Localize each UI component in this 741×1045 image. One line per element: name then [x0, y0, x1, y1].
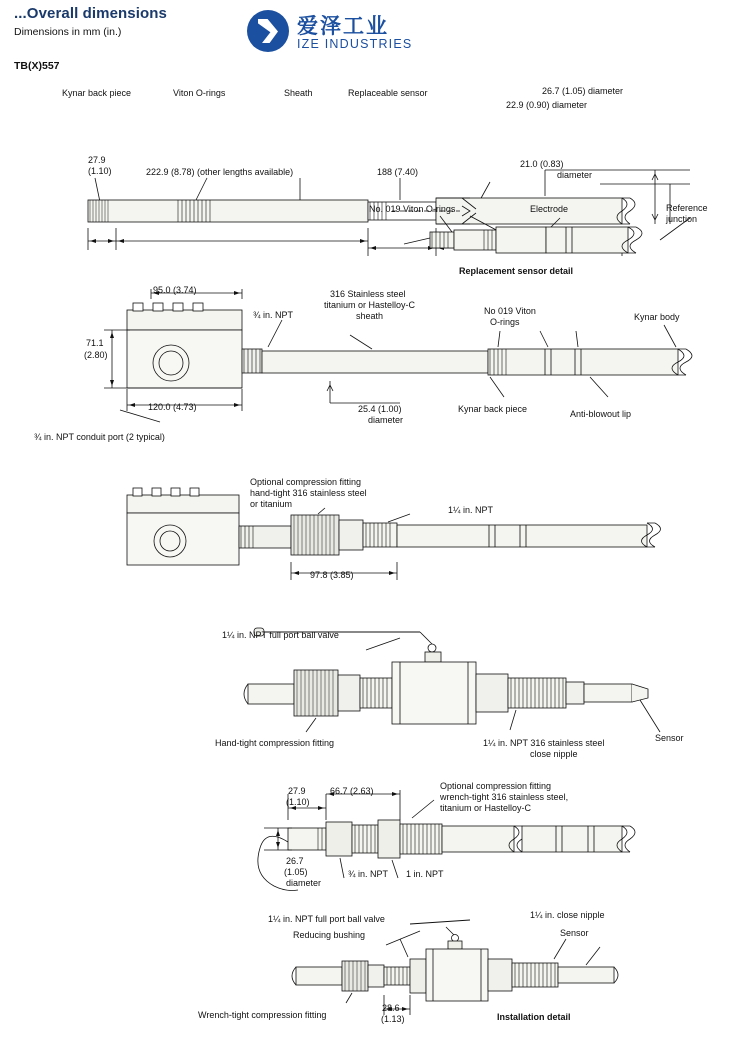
label-sheath: Sheath: [284, 88, 313, 98]
caption-installation-detail: Installation detail: [497, 1012, 571, 1022]
label-279: 27.9: [88, 155, 106, 165]
figure-installation-detail: [0, 915, 741, 1025]
label-254-diameter: diameter: [368, 415, 404, 425]
label-254: 25.4 (1.00): [358, 404, 402, 414]
label-titanium-hastelloy: titanium or Hastelloy-C: [324, 300, 416, 310]
label-279-2: 27.9: [288, 786, 306, 796]
label-sheath-2: sheath: [356, 311, 384, 321]
label-950: 95.0 (3.74): [153, 285, 197, 295]
label-optional-compression-fitting: Optional compression fitting: [250, 477, 362, 487]
logo-chinese-text: 爱泽工业: [297, 15, 389, 38]
label-or-titanium: or titanium: [250, 499, 293, 509]
label-34-npt-2: ¾ in. NPT: [348, 869, 389, 879]
label-sensor: Sensor: [655, 733, 684, 743]
logo-english-text: IZE INDUSTRIES: [297, 37, 413, 51]
label-1-npt: 1 in. NPT: [406, 869, 444, 879]
label-210: 21.0 (0.83): [520, 159, 564, 169]
label-711: 71.1: [86, 338, 104, 348]
label-105: (1.05): [284, 867, 308, 877]
label-280: (2.80): [84, 350, 108, 360]
label-optional-compression-fitting-2: Optional compression fitting: [440, 781, 552, 791]
page-title: ...Overall dimensions: [14, 5, 167, 22]
label-114-npt-316: 1¼ in. NPT 316 stainless steel: [483, 738, 605, 748]
label-replaceable-sensor: Replaceable sensor: [348, 88, 428, 98]
label-286: 28.6: [382, 1003, 400, 1013]
label-titanium-hastelloy-2: titanium or Hastelloy-C: [440, 803, 532, 813]
label-electrode: Electrode: [530, 204, 569, 214]
label-no019-viton: No 019 Viton: [484, 306, 536, 316]
caption-replacement-sensor-detail: Replacement sensor detail: [459, 266, 574, 276]
page-subtitle: Dimensions in mm (in.): [14, 26, 122, 38]
label-667: 66.7 (2.63): [330, 786, 374, 796]
label-2229-other-lengths: 222.9 (8.78) (other lengths available): [146, 167, 294, 177]
figure-wrench-tight-assembly: [0, 780, 741, 900]
label-1200: 120.0 (4.73): [148, 402, 197, 412]
label-wrench-tight-316: wrench-tight 316 stainless steel,: [440, 792, 569, 802]
label-188: 188 (7.40): [377, 167, 419, 177]
model-number: TB(X)557: [14, 60, 60, 72]
label-267-2: 26.7: [286, 856, 304, 866]
label-210-diameter: diameter: [557, 170, 593, 180]
label-diameter-3: diameter: [286, 878, 322, 888]
label-sensor-2: Sensor: [560, 928, 589, 938]
label-o-rings: O-rings: [490, 317, 520, 327]
label-close-nipple: close nipple: [530, 749, 578, 759]
label-reducing-bushing: Reducing bushing: [293, 930, 366, 940]
label-113: (1.13): [381, 1014, 405, 1024]
label-conduit-port: ¾ in. NPT conduit port (2 typical): [34, 432, 165, 442]
company-logo: [247, 8, 422, 56]
label-978: 97.8 (3.85): [310, 570, 354, 580]
label-114-npt-ball-valve-2: 1¼ in. NPT full port ball valve: [268, 914, 385, 924]
label-114-close-nipple: 1¼ in. close nipple: [530, 910, 605, 920]
logo-mark-icon: [247, 10, 289, 52]
label-hand-tight-compression: Hand-tight compression fitting: [215, 738, 335, 748]
label-kynar-back-piece-2: Kynar back piece: [458, 404, 528, 414]
label-hand-tight-316: hand-tight 316 stainless steel: [250, 488, 367, 498]
figure-ball-valve-assembly: [0, 612, 741, 752]
label-34-npt: ¾ in. NPT: [253, 310, 294, 320]
label-110-2: (1.10): [286, 797, 310, 807]
label-114-npt: 1¼ in. NPT: [448, 505, 494, 515]
label-viton-o-rings: Viton O-rings: [173, 88, 226, 98]
label-reference: Reference: [666, 203, 708, 213]
label-anti-blowout-lip: Anti-blowout lip: [570, 409, 632, 419]
label-267-diameter: 26.7 (1.05) diameter: [542, 86, 624, 96]
label-kynar-back-piece: Kynar back piece: [62, 88, 132, 98]
label-114-npt-ball-valve: 1¼ in. NPT full port ball valve: [222, 630, 339, 640]
label-kynar-body: Kynar body: [634, 312, 680, 322]
label-junction: junction: [666, 214, 698, 224]
label-229-diameter: 22.9 (0.90) diameter: [506, 100, 588, 110]
label-316-stainless: 316 Stainless steel: [330, 289, 406, 299]
label-no019-viton-o-rings: No. 019 Viton O-rings: [369, 204, 456, 214]
label-wrench-tight-compression: Wrench-tight compression fitting: [198, 1010, 327, 1020]
figure-compression-fitting-assembly: [0, 470, 741, 600]
label-110: (1.10): [88, 166, 112, 176]
